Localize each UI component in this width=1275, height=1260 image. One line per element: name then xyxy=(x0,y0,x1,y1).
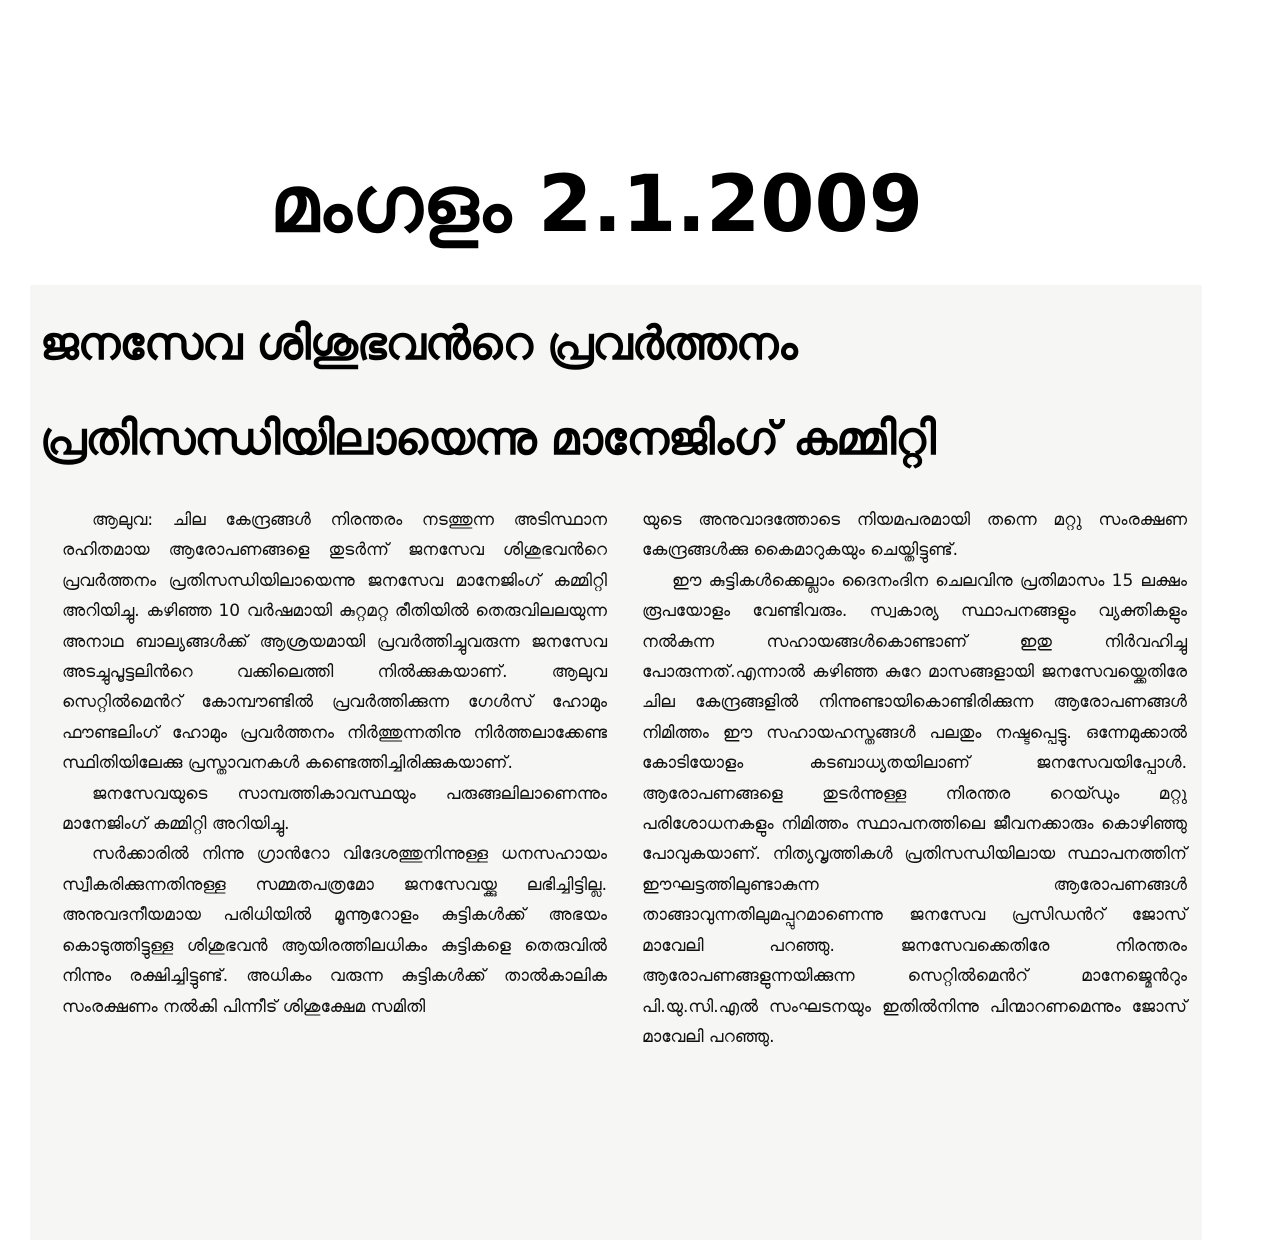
article-column-right xyxy=(642,505,1187,1052)
headline-line-2: പ്രതിസന്ധിയിലായെന്നു മാനേജിംഗ് കമ്മിറ്റി xyxy=(40,411,935,465)
headline-line-1: ജനസേവ ശിശുഭവന്‍റെ പ്രവര്‍ത്തനം xyxy=(40,316,797,370)
article-paragraph: ഈ കുട്ടികള്‍ക്കെല്ലാം ദൈനംദിന ചെലവിനു പ്രതിമാസം 15 ലക്ഷം രൂപയോളം വേണ്ടിവരും. സ്വകാര്യ സ്ഥാപനങ്ങളും വ്യക്തികളും നല്‍കുന്ന സഹായങ്ങള്‍കൊണ്ടാണ് ഇതു നിര്‍വഹിച്ചു പോരുന്നത്.എന്നാല്‍ കഴിഞ്ഞ കുറേ മാസങ്ങളായി ജനസേവയ്ക്കെതിരേ ചില കേന്ദ്രങ്ങളില്‍ നിന്നുണ്ടായികൊണ്ടിരിക്കുന്ന ആരോപണങ്ങള്‍ നിമിത്തം ഈ സഹായഹസ്തങ്ങള്‍ പലതും നഷ്ടപ്പെട്ടു. ഒന്നേമുക്കാല്‍ കോടിയോളം കടബാധ്യതയിലാണ് ജനസേവയിപ്പോള്‍. ആരോപണങ്ങളെ തുടര്‍ന്നുള്ള നിരന്തര റെയ്ഡും മറ്റു പരിശോധനകളും നിമിത്തം സ്ഥാപനത്തിലെ ജീവനക്കാരും കൊഴിഞ്ഞു പോവുകയാണ്. നിത്യവൃത്തികള്‍ പ്രതിസന്ധിയിലായ സ്ഥാപനത്തിന് ഈഘട്ടത്തിലുണ്ടാകുന്ന ആരോപണങ്ങള്‍ താങ്ങാവുന്നതിലുമപ്പുറമാണെന്നു ജനസേവ പ്രസിഡന്‍റ് ജോസ് മാവേലി പറഞ്ഞു. ജനസേവക്കെതിരേ നിരന്തരം ആരോപണങ്ങളുന്നയിക്കുന്ന സെറ്റില്‍മെന്‍റ് മാനേജ്മെന്‍റും പി.യു.സി.എല്‍ സംഘടനയും ഇതില്‍നിന്നു പിന്മാറണമെന്നും ജോസ് മാവേലി പറഞ്ഞു. xyxy=(642,570,1187,1047)
masthead-title: മംഗളം 2.1.2009 xyxy=(270,160,924,250)
article-paragraph: സര്‍ക്കാരില്‍ നിന്നു ഗ്രാന്‍റോ വിദേശത്തുനിന്നുള്ള ധനസഹായം സ്വീകരിക്കുന്നതിനുള്ള സമ്മതപത്രമോ ജനസേവയ്ക്കു ലഭിച്ചിട്ടില്ല. അനുവദനീയമായ പരിധിയില്‍ മൂന്നൂറോളം കുട്ടികള്‍ക്ക് അഭയം കൊടുത്തിട്ടുള്ള ശിശുഭവന്‍ ആയിരത്തിലധികം കുട്ടികളെ തെരുവില്‍ നിന്നും രക്ഷിച്ചിട്ടുണ്ട്. അധികം വരുന്ന കുട്ടികള്‍ക്ക് താല്‍കാലിക സംരക്ഷണം നല്‍കി പിന്നീട് ശിശുക്ഷേമ സമിതി xyxy=(62,844,607,1017)
article-paragraph: ആലുവ: ചില കേന്ദ്രങ്ങള്‍ നിരന്തരം നടത്തുന്ന അടിസ്ഥാന രഹിതമായ ആരോപണങ്ങളെ തുടര്‍ന്ന് ജനസേവ ശിശുഭവന്‍റെ പ്രവര്‍ത്തനം പ്രതിസന്ധിയിലായെന്നു ജനസേവ മാനേജിംഗ് കമ്മിറ്റി അറിയിച്ചു. കഴിഞ്ഞ 10 വര്‍ഷമായി കുറ്റമറ്റ രീതിയില്‍ തെരുവിലലയുന്ന അനാഥ ബാല്യങ്ങള്‍ക്ക് ആശ്രയമായി പ്രവര്‍ത്തിച്ചുവരുന്ന ജനസേവ അടച്ചുപൂട്ടലിന്‍റെ വക്കിലെത്തി നില്‍ക്കുകയാണ്. ആലുവ സെറ്റില്‍മെന്‍റ് കോമ്പൗണ്ടില്‍ പ്രവര്‍ത്തിക്കുന്ന ഗേള്‍സ് ഹോമും ഫൗണ്ടലിംഗ് ഹോമും പ്രവര്‍ത്തനം നിര്‍ത്തുന്നതിനു നിര്‍ത്തലാക്കേണ്ട സ്ഥിതിയിലേക്കു പ്രസ്താവനകള്‍ കണ്ടെത്തിച്ചിരിക്കുകയാണ്. xyxy=(62,510,607,774)
article-paragraph: ജനസേവയുടെ സാമ്പത്തികാവസ്ഥയും പരുങ്ങലിലാണെന്നും മാനേജിംഗ് കമ്മിറ്റി അറിയിച്ചു. xyxy=(62,783,607,835)
article-paragraph: യുടെ അനുവാദത്തോടെ നിയമപരമായി തന്നെ മറ്റു സംരക്ഷണ കേന്ദ്രങ്ങള്‍ക്കു കൈമാറുകയും ചെയ്തിട്ടുണ്ട്. xyxy=(642,510,1187,561)
article-column-left xyxy=(62,505,607,1022)
